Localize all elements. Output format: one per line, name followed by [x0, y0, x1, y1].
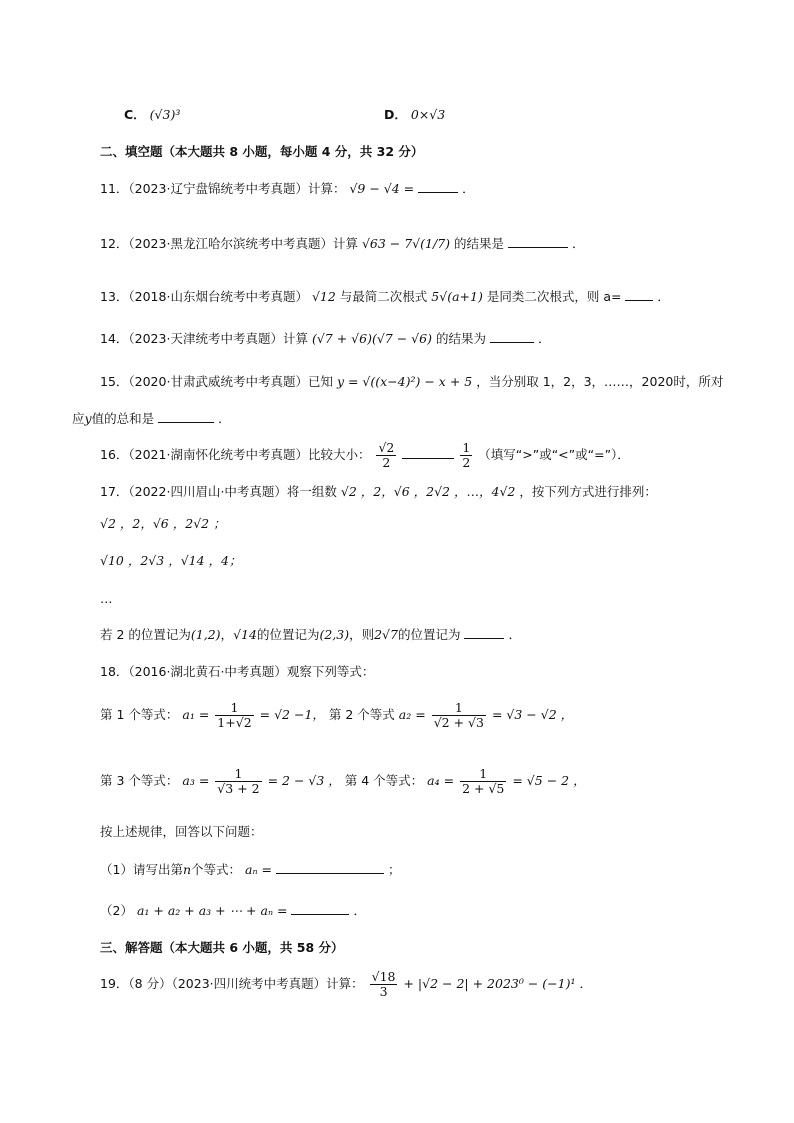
- q19-expr: + |√2 − 2| + 2023⁰ − (−1)¹: [403, 976, 576, 991]
- q17-row1: √2 ，2，√6 ，2√2 ；: [100, 516, 226, 531]
- q19-end: ．: [579, 976, 592, 991]
- q13-expr1: √12: [311, 289, 336, 304]
- q14-end: ．: [537, 331, 551, 346]
- q18-eq1-rhs: = √2 −1，: [259, 707, 325, 722]
- q16-suffix: （填写“>”或“<”或“=”）．: [478, 447, 630, 462]
- q16-den2: 2: [462, 455, 471, 470]
- q17-last-line: [100, 626, 521, 644]
- option-d-expr: 0×√3: [410, 107, 446, 122]
- q13-expr2: 5√(a+1): [431, 289, 483, 304]
- section-heading-fill-blank: 二、填空题（本大题共 8 小题，每小题 4 分，共 32 分）: [100, 144, 424, 159]
- q17-line1-end: ，按下列方式进行排列：: [519, 484, 657, 499]
- question-18: 18．（2016·湖北黄石·中考真题）观察下列等式：: [100, 664, 375, 679]
- q18-eq2-fraction: [432, 701, 486, 730]
- q18-part1-a: （1）请写出第: [100, 862, 183, 877]
- q18-equations-row1: [100, 698, 573, 732]
- q18-eq3-rhs: = 2 − √3 ，: [267, 773, 341, 788]
- q18-part1-expr: aₙ =: [245, 862, 272, 877]
- q15-prefix: 15．（2020·甘肃武威统考中考真题）已知: [100, 374, 333, 389]
- q12-expr: √63 − 7√(1/7): [361, 236, 451, 251]
- q17-last-f: 的位置记为: [397, 627, 461, 642]
- question-16: [100, 440, 630, 470]
- q14-answer-blank[interactable]: [490, 330, 534, 343]
- q16-fraction-left: [376, 441, 396, 470]
- q16-prefix: 16．（2021·湖南怀化统考中考真题）比较大小：: [100, 447, 371, 462]
- question-12: [100, 235, 585, 253]
- q18-eq1-den: 1+√2: [217, 715, 252, 730]
- q18-instruction: 按上述规律，回答以下问题：: [100, 824, 263, 839]
- q13-answer-blank[interactable]: [625, 288, 653, 301]
- option-c: [124, 106, 180, 124]
- q15-line2-b: 值的总和是: [91, 411, 155, 426]
- q18-eq4-num: 1: [460, 767, 506, 782]
- q16-fraction-right: [460, 441, 472, 470]
- q18-eq4-label: 第 4 个等式：: [344, 773, 424, 788]
- q17-last-b: ，: [220, 627, 234, 642]
- option-c-label: C．: [124, 107, 146, 122]
- q19-prefix: 19．（8 分）（2023·四川统考中考真题）计算：: [100, 976, 364, 991]
- q16-num1: √2: [378, 440, 395, 455]
- q17-sequence: √2 ，2，√6 ，2√2 ，…，4√2: [340, 484, 516, 499]
- q18-eq1-lhs: a₁ =: [182, 707, 210, 722]
- q17-line1: 17．（2022·四川眉山·中考真题）将一组数: [100, 484, 337, 499]
- q18-eq4-den: 2 + √5: [462, 781, 505, 796]
- q17-end: ．: [508, 627, 521, 642]
- section-heading-solve: 三、解答题（本大题共 6 小题，共 58 分）: [100, 940, 344, 955]
- q12-prefix: 12．（2023·黑龙江哈尔滨统考中考真题）计算: [100, 236, 358, 251]
- option-d: [384, 106, 445, 124]
- q17-dots: …: [100, 591, 113, 606]
- q18-equations-row2: [100, 764, 586, 798]
- q15-end: ．: [218, 411, 231, 426]
- q18-eq2-num: 1: [432, 701, 486, 716]
- question-19: [100, 968, 592, 1000]
- q18-eq3-num: 1: [215, 767, 261, 782]
- question-13: [100, 288, 670, 306]
- q18-part1-answer-blank[interactable]: [276, 861, 384, 874]
- q11-prefix: 11．（2023·辽宁盘锦统考中考真题）计算：: [100, 181, 346, 196]
- q11-expr: √9 − √4 =: [349, 181, 415, 196]
- question-15: [100, 373, 723, 391]
- q18-eq4-rhs: = √5 − 2 ，: [512, 773, 586, 788]
- q14-expr: (√7 + √6)(√7 − √6): [311, 331, 432, 346]
- option-d-label: D．: [384, 107, 407, 122]
- q18-eq3-label: 第 3 个等式：: [100, 773, 179, 788]
- q19-num: √18: [371, 969, 396, 984]
- q17-last-d: ，则: [349, 627, 375, 642]
- q18-eq1-fraction: [215, 701, 253, 730]
- q18-part2-a: （2）: [100, 903, 133, 918]
- q17-p1: (1,2): [190, 627, 221, 642]
- q14-prefix: 14．（2023·天津统考中考真题）计算: [100, 331, 308, 346]
- q17-last-c: 的位置记为: [256, 627, 320, 642]
- q12-end: ．: [572, 236, 585, 251]
- q17-row2: √10 ，2√3 ，√14 ，4；: [100, 553, 242, 568]
- q16-den1: 2: [382, 455, 391, 470]
- q18-eq3-lhs: a₃ =: [182, 773, 210, 788]
- q15-answer-blank[interactable]: [158, 410, 214, 423]
- q18-eq1-num: 1: [215, 701, 253, 716]
- q14-suffix: 的结果为: [435, 331, 486, 346]
- q12-answer-blank[interactable]: [508, 235, 568, 248]
- q18-eq2-den: √2 + √3: [433, 715, 484, 730]
- q17-last-a: 若 2 的位置记为: [100, 627, 191, 642]
- q18-eq3-fraction: [215, 767, 261, 796]
- q18-part1-var: n: [182, 862, 192, 877]
- q18-part1: [100, 861, 400, 879]
- q19-fraction: [370, 970, 398, 999]
- q18-eq3-den: √3 + 2: [217, 781, 260, 796]
- q18-eq4-fraction: [460, 767, 506, 796]
- q13-suffix: 是同类二次根式，则 a=: [486, 289, 622, 304]
- q18-part2-end: ．: [353, 903, 366, 918]
- q18-eq2-lhs: a₂ =: [398, 707, 426, 722]
- q17-p2: (2,3): [319, 627, 350, 642]
- q13-mid: 与最简二次根式: [339, 289, 428, 304]
- q18-eq2-label: 第 2 个等式: [328, 707, 395, 722]
- question-11: [100, 180, 475, 198]
- q18-part2-answer-blank[interactable]: [291, 902, 349, 915]
- q13-prefix: 13．（2018·山东烟台统考中考真题）: [100, 289, 308, 304]
- q15-line2-a: 应: [72, 411, 85, 426]
- q18-eq1-label: 第 1 个等式：: [100, 707, 179, 722]
- q19-den: 3: [379, 984, 388, 999]
- q18-part2: [100, 902, 366, 920]
- question-14: [100, 330, 550, 348]
- q18-part2-expr: a₁ + a₂ + a₃ + ⋯ + aₙ =: [136, 903, 288, 918]
- q17-answer-blank[interactable]: [464, 626, 504, 639]
- q12-suffix: 的结果是: [454, 236, 505, 251]
- q11-suffix: ．: [462, 181, 475, 196]
- q18-eq2-rhs: = √3 − √2 ，: [491, 707, 574, 722]
- q18-eq4-lhs: a₄ =: [427, 773, 455, 788]
- q18-part1-end: ；: [387, 862, 401, 877]
- q16-num2: 1: [462, 440, 471, 455]
- option-c-expr: (√3)³: [149, 107, 181, 122]
- q17-e: √14: [233, 627, 257, 642]
- question-17: [100, 483, 657, 501]
- q15-var-y: y: [84, 411, 92, 426]
- q15-expr: y = √((x−4)²) − x + 5: [336, 374, 473, 389]
- q16-answer-blank[interactable]: [402, 446, 454, 459]
- q15-suffix: ，当分别取 1，2，3，……，2020时，所对: [476, 374, 724, 389]
- q13-end: ．: [657, 289, 670, 304]
- q11-answer-blank[interactable]: [418, 180, 458, 193]
- q17-e2: 2√7: [374, 627, 398, 642]
- q18-part1-b: 个等式：: [191, 862, 242, 877]
- question-15-line2: [72, 410, 231, 428]
